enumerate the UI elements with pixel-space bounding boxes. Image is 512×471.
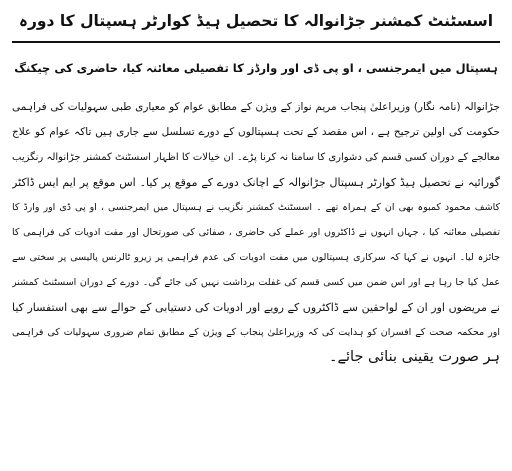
body-line: تفصیلی معائنہ کیا ، جہاں انہوں نے ڈاکٹروں اور عملے کی حاضری ، صفائی کی صورتحال اور مفت ادویات کی فراہمی کا [12,227,500,238]
body-line: ہر صورت یقینی بنائی جائے۔ [329,349,500,365]
headline: اسسٹنٹ کمشنر جڑانوالہ کا تحصیل ہیڈ کوارٹر ہسپتال کا دورہ [18,12,494,30]
body-line: گورائیہ نے تحصیل ہیڈ کوارٹر ہسپتال جڑانوالہ کے اچانک دورے کے موقع پر کیا۔ اس موقع پر ایم ایس ڈاکٹر [12,176,500,189]
body-line: جائزہ لیا۔ انہوں نے کہا کہ سرکاری ہسپتالوں میں مفت ادویات کی عدم فراہمی پر زیرو ٹالرنس پالیسی پر سختی سے [12,252,500,263]
body-line: اور محکمہ صحت کے افسران کو ہدایت کی کہ وزیراعلیٰ پنجاب کے ویژن کے مطابق تمام ضروری سہولیات کی فراہمی [12,327,500,338]
body-line: نے مریضوں اور ان کے لواحقین سے ڈاکٹروں کے رویے اور ادویات کی دستیابی کے حوالے سے بھی استفسار کیا [12,301,500,314]
body-line: جڑانوالہ (نامہ نگار) وزیراعلیٰ پنجاب مریم نواز کے ویژن کے مطابق عوام کو معیاری طبی سہولیات کی فراہمی [12,101,500,113]
body-line: معالجے کے دوران کسی قسم کی دشواری کا سامنا نہ کرنا پڑے۔ ان خیالات کا اظہار اسسٹنٹ کمشنر جڑانوالہ رنگزیب [12,152,500,163]
article-body [12,95,500,370]
subheadline: ہسپتال میں ایمرجنسی ، او پی ڈی اور وارڈز کا تفصیلی معائنہ کیا، حاضری کی چیکنگ [14,61,498,75]
headline-divider [12,41,500,43]
body-line: کاشف محمود کمبوہ بھی ان کے ہمراہ تھے ۔ اسسٹنٹ کمشنر نگزیب نے ہسپتال میں ایمرجنسی ، او پی ڈی اور وارڈ کا [12,202,500,213]
body-line: عمل کیا جا رہا ہے اور اس ضمن میں کسی قسم کی غفلت برداشت نہیں کی جائے گی۔ دورے کے دوران اسسٹنٹ کمشنر [12,277,500,288]
body-line: حکومت کی اولین ترجیح ہے ، اس مقصد کے تحت ہسپتالوں کے دورے تسلسل سے جاری ہیں تاکہ عوام کو علاج [12,126,500,138]
